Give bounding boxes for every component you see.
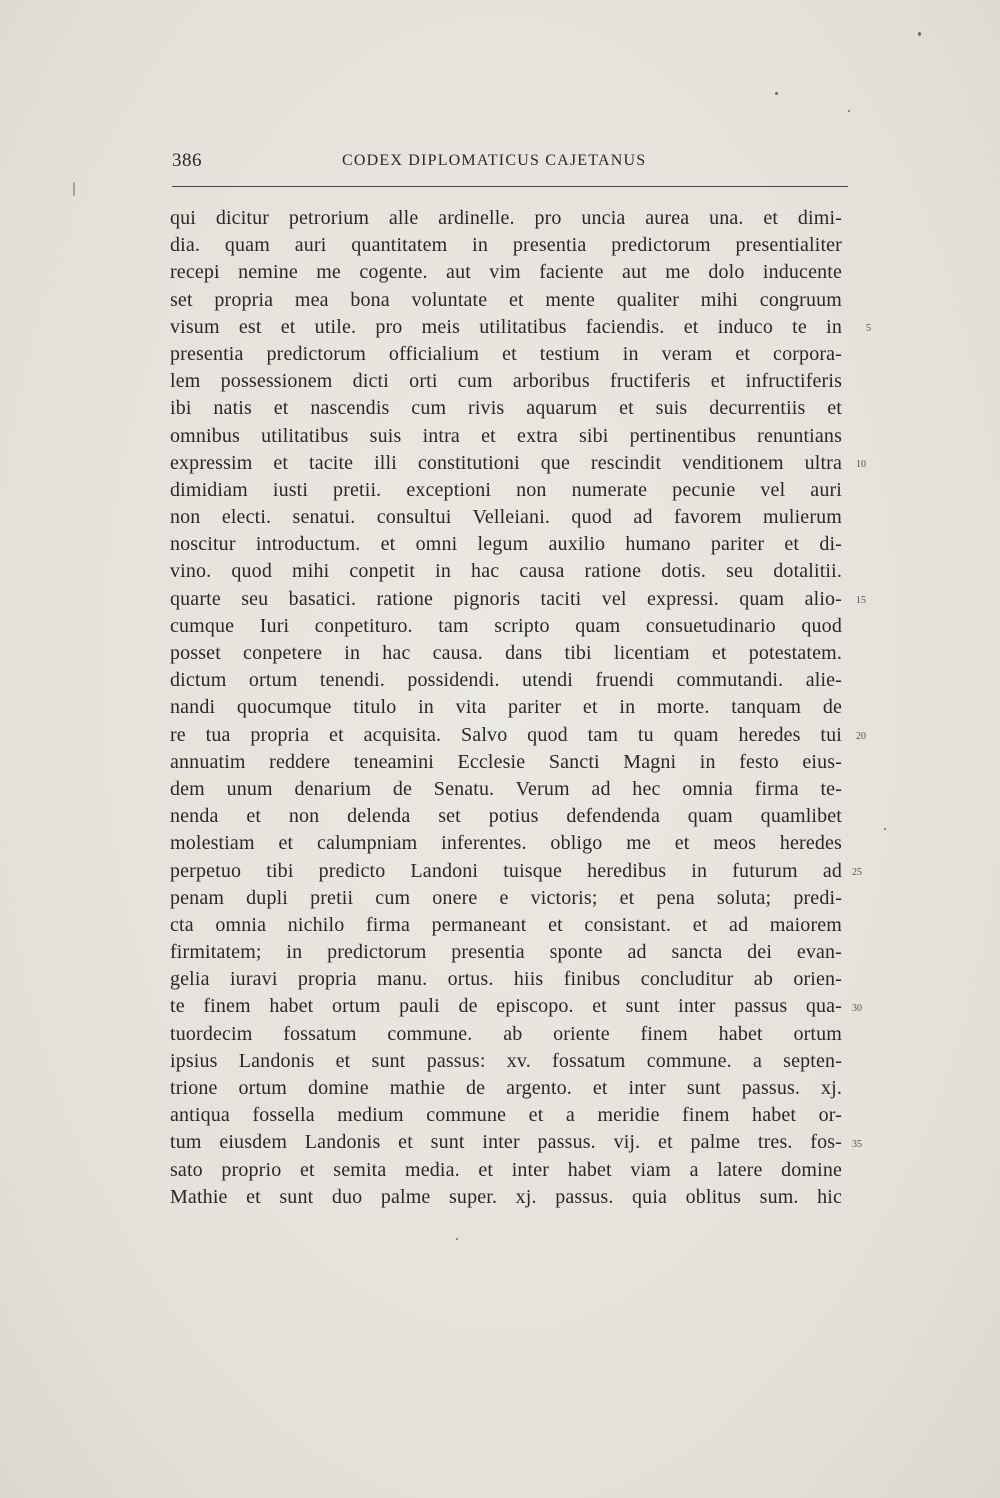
text-line: tuordecim fossatum commune. ab oriente finem habet ortum	[170, 1022, 842, 1045]
text-line: lem possessionem dicti orti cum arboribus fructiferis et infructiferis	[170, 370, 842, 393]
text-line: non electi. senatui. consultui Velleiani. quod ad favorem mulierum	[170, 506, 842, 529]
text-line: perpetuo tibi predicto Landoni tuisque heredibus in futurum ad	[170, 859, 842, 882]
line-number: 10	[856, 458, 866, 470]
line-number: 35	[852, 1138, 862, 1150]
page-header	[172, 150, 848, 178]
scan-speck	[73, 182, 75, 196]
text-line: ibi natis et nascendis cum rivis aquarum et suis decurrentiis et	[170, 397, 842, 420]
text-line: set propria mea bona voluntate et mente qualiter mihi congruum	[170, 288, 842, 311]
page-number: 386	[172, 150, 202, 171]
text-line: dia. quam auri quantitatem in presentia predictorum presentialiter	[170, 234, 842, 257]
text-line: cumque Iuri conpetituro. tam scripto quam consuetudinario quod	[170, 614, 842, 637]
scan-speck	[775, 92, 778, 95]
text-line: gelia iuravi propria manu. ortus. hiis finibus concluditur ab orien-	[170, 968, 842, 991]
line-number: 5	[866, 322, 871, 334]
text-line: quarte seu basatici. ratione pignoris taciti vel expressi. quam alio-	[170, 587, 842, 610]
text-line: qui dicitur petrorium alle ardinelle. pro uncia aurea una. et dimi-	[170, 207, 842, 229]
text-line: penam dupli pretii cum onere e victoris; et pena soluta; predi-	[170, 886, 842, 909]
text-line: expressim et tacite illi constitutioni que rescindit venditionem ultra	[170, 451, 842, 474]
text-line: dimidiam iusti pretii. exceptioni non numerate pecunie vel auri	[170, 478, 842, 501]
running-title: CODEX DIPLOMATICUS CAJETANUS	[342, 152, 647, 169]
line-number: 25	[852, 866, 862, 878]
text-line: cta omnia nichilo firma permaneant et consistant. et ad maiorem	[170, 913, 842, 936]
header-rule	[172, 186, 848, 187]
text-line: dictum ortum tenendi. possidendi. utendi fruendi commutandi. alie-	[170, 669, 842, 692]
text-line: presentia predictorum officialium et testium in veram et corpora-	[170, 342, 842, 365]
text-line: te finem habet ortum pauli de episcopo. et sunt inter passus qua-	[170, 995, 842, 1018]
text-line: firmitatem; in predictorum presentia sponte ad sancta dei evan-	[170, 941, 842, 964]
scan-speck	[456, 1238, 458, 1240]
text-line: tum eiusdem Landonis et sunt inter passus. vij. et palme tres. fos-	[170, 1131, 842, 1154]
text-line: nenda et non delenda set potius defendenda quam quamlibet	[170, 805, 842, 828]
text-line: nandi quocumque titulo in vita pariter et in morte. tanquam de	[170, 696, 842, 719]
text-line: antiqua fossella medium commune et a meridie finem habet or-	[170, 1104, 842, 1127]
text-line: ipsius Landonis et sunt passus: xv. fossatum commune. a septen-	[170, 1049, 842, 1072]
text-line: posset conpetere in hac causa. dans tibi licentiam et potestatem.	[170, 642, 842, 664]
text-line: trione ortum domine mathie de argento. et inter sunt passus. xj.	[170, 1077, 842, 1099]
scan-speck	[884, 828, 886, 830]
text-line: Mathie et sunt duo palme super. xj. passus. quia oblitus sum. hic	[170, 1185, 842, 1208]
text-line: annuatim reddere teneamini Ecclesie Sancti Magni in festo eius-	[170, 750, 842, 773]
scan-speck	[848, 110, 850, 112]
line-number: 20	[856, 730, 866, 742]
text-line: sato proprio et semita media. et inter habet viam a latere domine	[170, 1158, 842, 1181]
text-line: vino. quod mihi conpetit in hac causa ratione dotis. seu dotalitii.	[170, 560, 842, 583]
text-line: recepi nemine me cogente. aut vim faciente aut me dolo inducente	[170, 261, 842, 284]
line-number: 15	[856, 594, 866, 606]
text-line: dem unum denarium de Senatu. Verum ad hec omnia firma te-	[170, 777, 842, 800]
text-line: re tua propria et acquisita. Salvo quod tam tu quam heredes tui	[170, 723, 842, 746]
scan-speck	[918, 32, 921, 36]
text-line: molestiam et calumpniam inferentes. obligo me et meos heredes	[170, 832, 842, 855]
line-number: 30	[852, 1002, 862, 1014]
text-line: noscitur introductum. et omni legum auxilio humano pariter et di-	[170, 533, 842, 556]
text-line: visum est et utile. pro meis utilitatibus faciendis. et induco te in	[170, 315, 842, 338]
text-line: omnibus utilitatibus suis intra et extra sibi pertinentibus renuntians	[170, 424, 842, 447]
body-text	[170, 205, 842, 1211]
